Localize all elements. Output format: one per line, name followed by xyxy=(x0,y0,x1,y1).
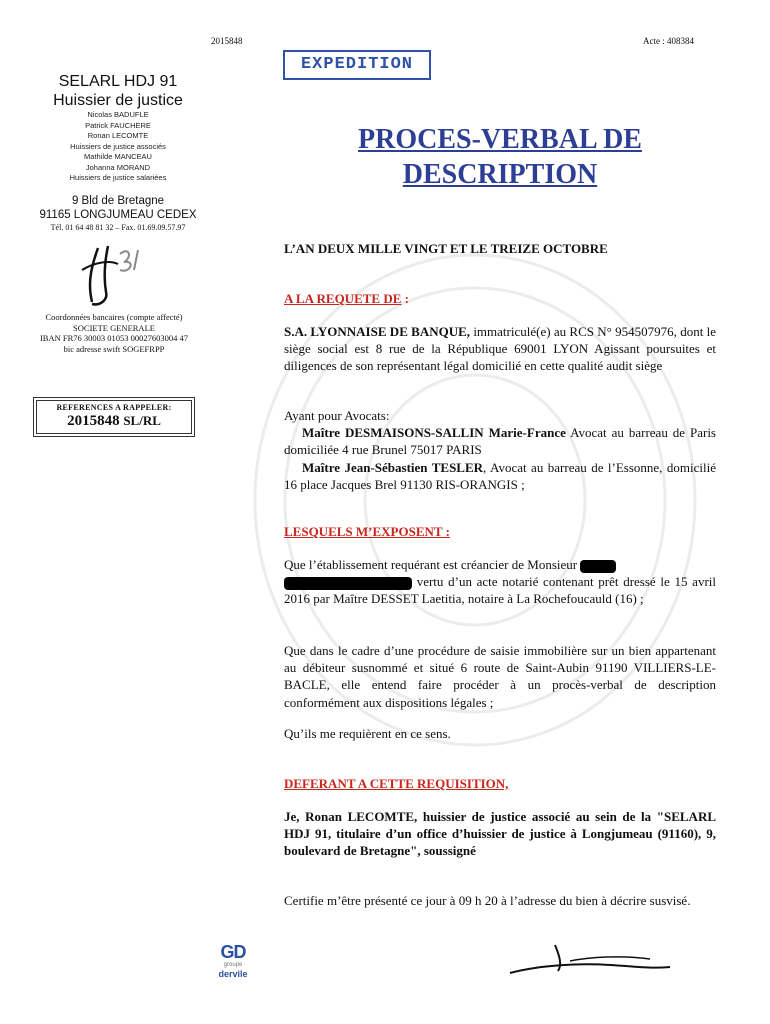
date-line: L’AN DEUX MILLE VINGT ET LE TREIZE OCTOBRE xyxy=(284,241,608,256)
avocat-2-details: , Avocat au barreau de l’Essonne, domicilié 16 place Jacques Brel 91130 RIS-ORANGIS ; xyxy=(284,459,716,492)
references-number: 2015848 xyxy=(67,413,120,429)
exposent-heading: LESQUELS M’EXPOSENT : xyxy=(284,524,450,539)
bank-line: Coordonnées bancaires (compte affecté) xyxy=(45,312,183,322)
company-details: immatriculé(e) au RCS N° 954507976, dont le siège social est 8 rue de la République 69001 LYON Agissant poursuites et diligences de son représentant légal domicilié en cette qualité audit siège xyxy=(284,324,716,374)
groupe-dervile-logo xyxy=(205,942,261,979)
bank-details xyxy=(8,312,220,354)
file-number: 2015848 xyxy=(211,36,243,46)
paragraph-creancier xyxy=(284,556,716,608)
avocat-1-details: Avocat au barreau de Paris domiciliée 4 rue Brunel 75017 PARIS xyxy=(284,425,716,458)
redaction-bar xyxy=(284,577,412,590)
office-person: Huissiers de justice associés xyxy=(70,141,166,151)
certification-text: Certifie m’être présenté ce jour à 09 h 20 à l’adresse du bien à décrire susvisé. xyxy=(284,893,691,908)
references-initials: SL/RL xyxy=(123,413,161,428)
huissier-statement: Je, Ronan LECOMTE, huissier de justice associé au sein de la "SELARL HDJ 91, titulaire d’un office d’huissier de justice à Longjumeau (91160), 9, boulevard de Bretagne", soussigné xyxy=(284,809,716,859)
avocat-2-name: Maître Jean-Sébastien TESLER xyxy=(302,459,484,475)
office-person: Johanna MORAND xyxy=(85,162,151,172)
deferant-heading: DEFERANT A CETTE REQUISITION, xyxy=(284,776,509,791)
document-title xyxy=(310,122,690,192)
logo-mark: GD xyxy=(220,942,246,962)
office-logo xyxy=(70,240,160,310)
office-address-line2: 91165 LONGJUMEAU CEDEX xyxy=(39,208,197,221)
office-block xyxy=(0,72,236,233)
bank-line: bic adresse swift SOGEFRPP xyxy=(63,343,165,354)
paragraph-creancier-end: vertu d’un acte notarié contenant prêt dressé le 15 avril 2016 par Maître DESSET Laetitia, notaire à La Rochefoucauld (16) ; xyxy=(284,574,716,607)
company-name: S.A. LYONNAISE DE BANQUE, xyxy=(284,324,471,339)
paragraph-creancier-start: Que l’établissement requérant est créancier de Monsieur xyxy=(284,557,581,572)
paragraph-procedure: Que dans le cadre d’une procédure de saisie immobilière sur un bien appartenant au débiteur susnommé et situé 6 route de Saint-Aubin 91190 VILLIERS-LE-BACLE, elle entend faire procéder à un procès-verbal de description conformément aux dispositions légales ; xyxy=(284,643,716,710)
redaction-bar xyxy=(580,560,616,573)
logo-line-2: dervile xyxy=(218,969,248,979)
bank-line: SOCIETE GENERALE xyxy=(73,322,155,333)
references-label: REFERENCES A RAPPELER: xyxy=(56,403,172,412)
office-name: SELARL HDJ 91 xyxy=(58,73,178,90)
requete-heading-row xyxy=(284,290,716,307)
office-phone: Tél. 01 64 48 81 32 – Fax. 01.69.09.57.97 xyxy=(50,222,186,232)
signature xyxy=(500,935,680,985)
requesting-company xyxy=(284,323,716,375)
avocats-block xyxy=(284,407,716,493)
avocats-intro: Ayant pour Avocats: xyxy=(284,408,390,423)
bank-line: IBAN FR76 30003 01053 00027603004 47 xyxy=(39,333,189,343)
requete-heading: A LA REQUETE DE xyxy=(284,291,402,306)
office-person: Ronan LECOMTE xyxy=(87,131,149,140)
title-line-2: DESCRIPTION xyxy=(402,159,598,190)
office-address-line1: 9 Bld de Bretagne xyxy=(71,194,165,207)
office-person: Patrick FAUCHERE xyxy=(85,120,151,130)
acte-number: Acte : 408384 xyxy=(643,36,694,46)
avocat-1-name: Maître DESMAISONS-SALLIN Marie-France xyxy=(302,425,566,441)
requete-colon: : xyxy=(401,291,409,306)
title-line-1: PROCES-VERBAL DE xyxy=(358,124,642,155)
office-role: Huissier de justice xyxy=(53,92,183,109)
expedition-stamp: EXPEDITION xyxy=(283,50,431,80)
office-person: Mathilde MANCEAU xyxy=(84,152,152,161)
references-box xyxy=(33,397,195,437)
office-person: Nicolas BADUFLE xyxy=(87,110,149,119)
paragraph-requierent: Qu’ils me requièrent en ce sens. xyxy=(284,726,451,741)
office-person: Huissiers de justice salariées xyxy=(69,173,167,182)
logo-line-1: groupe xyxy=(223,962,243,968)
